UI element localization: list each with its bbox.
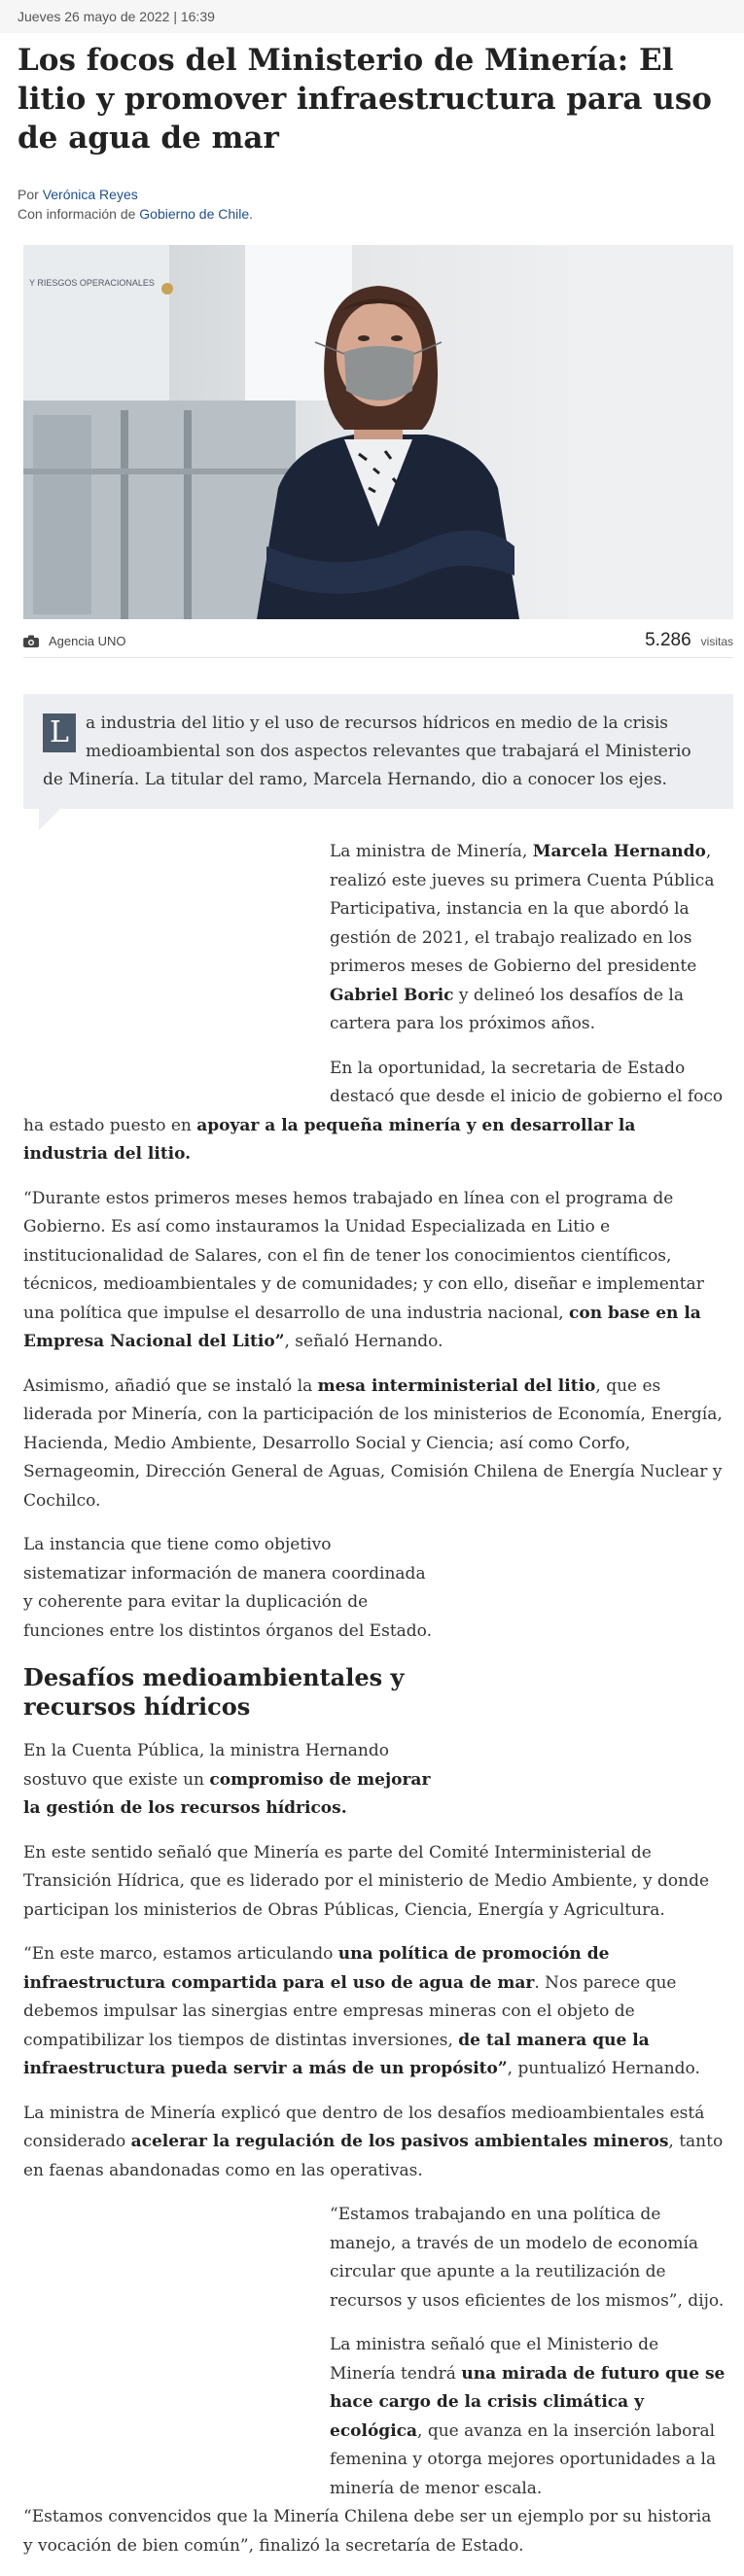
p3-text-a: “Durante estos primeros meses hemos trabajado en línea con el programa de Gobierno. Es así como instauramos la Unidad Especializada en Litio e institucionalidad de Salares, con el fin de tener los conocimientos científicos, técnicos, medioambientales y de comunidades; y con ello, diseñar e implementar una política que impulse el desarrollo de una industria nacional,	[23, 1188, 704, 1323]
author-link[interactable]: Verónica Reyes	[42, 187, 138, 202]
paragraph-2	[23, 1083, 726, 1169]
p3-bold: con base en la Empresa Nacional del Litio”	[23, 1303, 701, 1351]
p1-text-c: , realizó este jueves su primera Cuenta Pública Participativa, instancia en la que abordó la gestión de 2021, el trabajo realizado en los primeros meses de Gobierno del presidente	[330, 842, 715, 976]
p6-text-a: En la Cuenta Pública, la ministra Hernando sostuvo que existe un	[23, 1741, 389, 1790]
photo-credit	[23, 634, 125, 648]
paragraph-3	[23, 1185, 726, 1357]
paragraph-2-first-line	[23, 1055, 726, 1084]
lead-paragraph	[23, 694, 733, 809]
paragraph-1	[23, 838, 726, 1039]
paragraph-8	[23, 1940, 726, 2084]
paragraph-7: En este sentido señaló que Minería es parte del Comité Interministerial de Transición Hídrica, que es liderado por el ministerio de Medio Ambiente, y donde participan los ministerios de Obras Públicas, Ciencia, Energía y Agricultura.	[23, 1842, 710, 1920]
paragraph-12: “Estamos convencidos que la Minería Chilena debe ser un ejemplo por su historia y vocación de bien común”, finalizó la secretaría de Estado.	[23, 2507, 712, 2556]
p2-bold: apoyar a la pequeña minería y en desarrollar la industria del litio.	[23, 1115, 636, 1164]
visits-count: 5.286	[645, 630, 691, 650]
visits-counter	[645, 630, 733, 651]
p11-bold: una mirada de futuro que se hace cargo de la crisis climática y ecológica	[330, 2363, 726, 2441]
p4-text-a: Asimismo, añadió que se instaló la	[23, 1375, 318, 1396]
paragraph-6	[23, 1737, 432, 1824]
lead-dropcap: L	[43, 714, 76, 752]
paragraph-9	[23, 2100, 726, 2186]
photo-meta-bar	[23, 630, 733, 658]
p6-bold: compromiso de mejorar la gestión de los recursos hídricos.	[23, 1769, 431, 1818]
p11-text-b: , que avanza en la inserción laboral femenina y otorga mejores oportunidades a la minería de menor escala.	[330, 2420, 717, 2498]
lead-text: a industria del litio y el uso de recursos hídricos en medio de la crisis medioambiental son dos aspectos relevantes que trabajará el Ministerio de Minería. La titular del ramo, Marcela Hernando, dio a conocer los ejes.	[43, 714, 691, 789]
lead-bubble-tail	[39, 809, 60, 830]
source-link[interactable]: Gobierno de Chile	[139, 206, 250, 222]
visits-label: visitas	[700, 635, 733, 648]
headline: Los focos del Ministerio de Minería: El litio y promover infraestructura para uso de agua de mar	[18, 43, 712, 156]
section-heading: Desafíos medioambientales y recursos hídricos	[23, 1663, 405, 1721]
p1-text-d: y delineó los desafíos de la cartera para los próximos años.	[330, 985, 684, 1033]
p8-bold-2: de tal manera que la infraestructura pueda servir a más de un propósito”	[23, 2030, 650, 2078]
dateline: Jueves 26 mayo de 2022 | 16:39	[0, 0, 744, 33]
p11-text-a: La ministra señaló que el Ministerio de Minería tendrá	[330, 2335, 659, 2384]
byline-prefix: Por	[18, 187, 39, 202]
paragraph-10: “Estamos trabajando en una política de manejo, a través de un modelo de economía circular que apunte a la reutilización de recursos y usos eficientes de los mismos”, dijo.	[330, 2205, 725, 2311]
article-body	[23, 838, 726, 2576]
p1-bold-minister: Marcela Hernando	[532, 842, 706, 861]
source-suffix: .	[249, 206, 254, 222]
p3-text-b: , señaló Hernando.	[284, 1332, 443, 1351]
p1-bold-president: Gabriel Boric	[330, 985, 454, 1005]
p2-text-b: destacó que desde el inicio de gobierno el foco ha estado puesto en	[23, 1087, 724, 1135]
poster-text: Y RIESGOS OPERACIONALES	[29, 278, 155, 288]
photo-illustration	[23, 245, 733, 619]
article-photo	[23, 245, 733, 619]
p2-text-a: En la oportunidad, la secretaria de Estado	[330, 1058, 686, 1078]
source-prefix: Con información de	[18, 206, 136, 222]
p9-text-b: , tanto en faenas abandonadas como en las operativas.	[23, 2132, 724, 2180]
p9-text-a: La ministra de Minería explicó que dentro de los desafíos medioambientales está considerado	[23, 2103, 705, 2151]
p8-text-a: “En este marco, estamos articulando	[23, 1944, 338, 1964]
paragraph-5: La instancia que tiene como objetivo sistematizar información de manera coordinada y coherente para evitar la duplicación de funciones entre los distintos órganos del Estado.	[23, 1535, 433, 1641]
paragraph-4	[23, 1373, 726, 1516]
paragraph-11	[23, 2331, 726, 2503]
p8-text-c: , puntualizó Hernando.	[507, 2059, 700, 2078]
p1-text-a: La ministra de Minería,	[330, 842, 533, 861]
photo-credit-text: Agencia UNO	[49, 634, 126, 648]
p8-text-b: . Nos parece que debemos impulsar las sinergias entre empresas mineras con el objeto de compatibilizar los tiempos de distintas inversiones,	[23, 1972, 677, 2050]
byline	[18, 185, 718, 224]
camera-icon	[23, 635, 39, 647]
p8-bold-1: una política de promoción de infraestructura compartida para el uso de agua de mar	[23, 1944, 610, 1993]
p4-text-b: , que es liderada por Minería, con la participación de los ministerios de Economía, Energía, Hacienda, Medio Ambiente, Desarrollo Social y Ciencia; así como Corfo, Sernageomin, Dirección General de Aguas, Comisión Chilena de Energía Nuclear y Cochilco.	[23, 1375, 723, 1511]
p4-bold: mesa interministerial del litio	[317, 1375, 596, 1396]
p9-bold: acelerar la regulación de los pasivos ambientales mineros	[130, 2132, 669, 2151]
